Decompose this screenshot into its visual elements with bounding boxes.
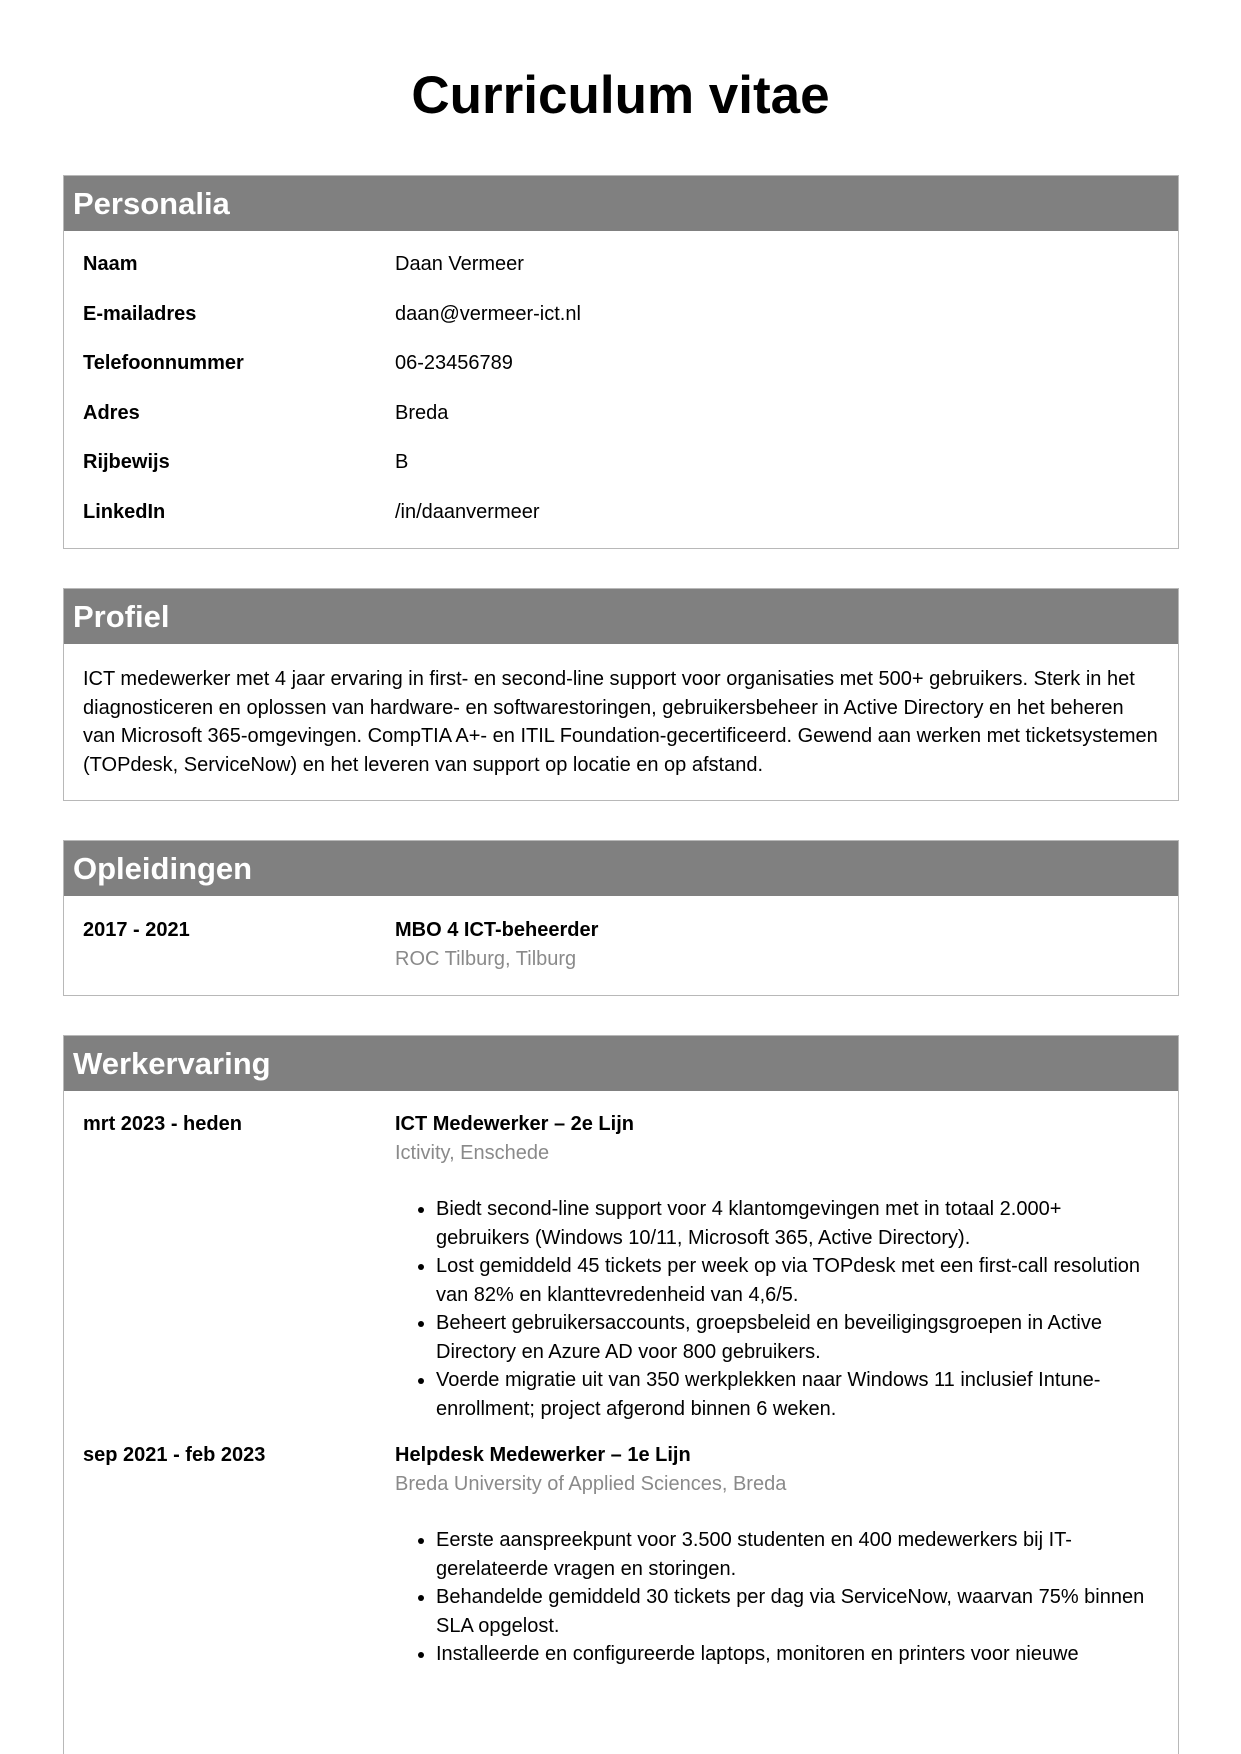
field-label: Telefoonnummer <box>83 352 244 374</box>
work-bullets <box>395 1195 1159 1423</box>
profiel-heading: Profiel <box>64 589 1178 644</box>
work-bullet: • Biedt second-line support voor 4 klantomgevingen met in totaal 2.000+ gebruikers (Windows 10/11, Microsoft 365, Active Directory). <box>436 1195 1159 1252</box>
work-employer: Ictivity, Enschede <box>395 1141 550 1164</box>
education-entry <box>83 916 1159 973</box>
personalia-row-naam <box>83 251 1159 301</box>
work-entry <box>83 1441 1159 1669</box>
personalia-row-rijbewijs <box>83 449 1159 499</box>
field-value: Daan Vermeer <box>395 253 524 275</box>
work-bullets <box>395 1526 1159 1669</box>
personalia-row-linkedin <box>83 499 1159 549</box>
work-bullet: • Behandelde gemiddeld 30 tickets per dag via ServiceNow, waarvan 75% binnen SLA opgelost. <box>436 1583 1159 1640</box>
personalia-heading: Personalia <box>64 176 1178 231</box>
work-bullet: • Installeerde en configureerde laptops, monitoren en printers voor nieuwe <box>436 1640 1159 1669</box>
personalia-section <box>63 175 1179 549</box>
werkervaring-heading: Werkervaring <box>64 1036 1178 1091</box>
work-period: mrt 2023 - heden <box>83 1113 242 1135</box>
profiel-body <box>64 644 1178 779</box>
work-content <box>395 1441 1159 1669</box>
work-bullet: • Lost gemiddeld 45 tickets per week op via TOPdesk met een first-call resolution van 82% en klanttevredenheid van 4,6/5. <box>436 1252 1159 1309</box>
education-content <box>395 916 1159 973</box>
personalia-row-email <box>83 301 1159 351</box>
opleidingen-heading: Opleidingen <box>64 841 1178 896</box>
opleidingen-section <box>63 840 1179 996</box>
education-title: MBO 4 ICT-beheerder <box>395 919 599 941</box>
werkervaring-section <box>63 1035 1179 1754</box>
field-value: 06-23456789 <box>395 352 513 374</box>
work-title: Helpdesk Medewerker – 1e Lijn <box>395 1444 691 1466</box>
document-title: Curriculum vitae <box>411 66 830 125</box>
werkervaring-body <box>64 1091 1178 1669</box>
personalia-row-telefoon <box>83 350 1159 400</box>
field-value: /in/daanvermeer <box>395 500 540 523</box>
field-label: Adres <box>83 401 140 424</box>
field-value: daan@vermeer-ict.nl <box>395 302 581 325</box>
field-label: LinkedIn <box>83 500 166 523</box>
profiel-section <box>63 588 1179 801</box>
work-entry <box>83 1110 1159 1423</box>
work-employer: Breda University of Applied Sciences, Breda <box>395 1472 787 1495</box>
field-label: Rijbewijs <box>83 451 170 473</box>
field-value: B <box>395 451 409 473</box>
field-value: Breda <box>395 401 449 424</box>
field-label: Naam <box>83 253 138 275</box>
personalia-body <box>64 231 1178 548</box>
work-title: ICT Medewerker – 2e Lijn <box>395 1113 634 1135</box>
personalia-row-adres <box>83 400 1159 450</box>
opleidingen-body <box>64 896 1178 973</box>
work-period: sep 2021 - feb 2023 <box>83 1444 266 1466</box>
work-content <box>395 1110 1159 1423</box>
work-bullet: • Beheert gebruikersaccounts, groepsbeleid en beveiligingsgroepen in Active Directory en Azure AD voor 800 gebruikers. <box>436 1309 1159 1366</box>
education-period: 2017 - 2021 <box>83 919 190 941</box>
work-bullet: • Eerste aanspreekpunt voor 3.500 studenten en 400 medewerkers bij IT-gerelateerde vragen en storingen. <box>436 1526 1159 1583</box>
profiel-text: ICT medewerker met 4 jaar ervaring in first- en second-line support voor organisaties met 500+ gebruikers. Sterk in het diagnosticeren en oplossen van hardware- en softwarestoringen, gebruikersbeheer in Active Directory en het beheren van Microsoft 365-omgevingen. CompTIA A+- en ITIL Foundation-gecertificeerd. Gewend aan werken met ticketsystemen (TOPdesk, ServiceNow) en het leveren van support op locatie en op afstand. <box>83 668 1158 776</box>
field-label: E-mailadres <box>83 302 197 325</box>
education-institution: ROC Tilburg, Tilburg <box>395 947 577 970</box>
work-bullet: • Voerde migratie uit van 350 werkplekken naar Windows 11 inclusief Intune-enrollment; project afgerond binnen 6 weken. <box>436 1366 1159 1423</box>
